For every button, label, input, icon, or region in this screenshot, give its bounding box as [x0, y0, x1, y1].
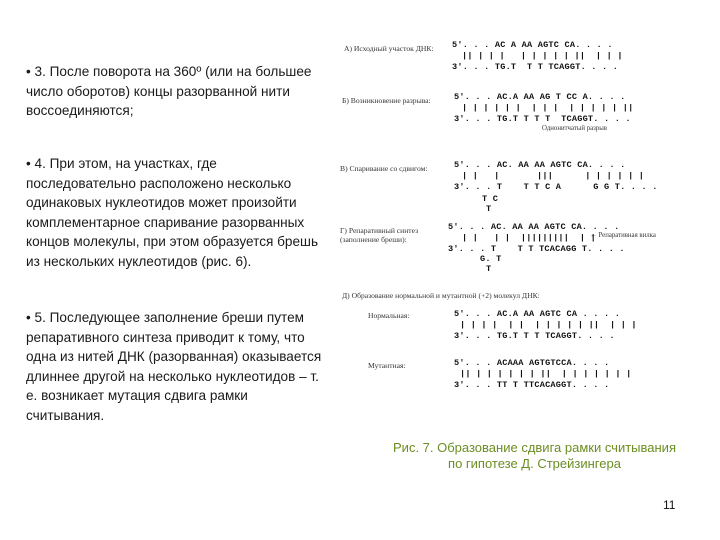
dna-frameshift-figure — [338, 0, 720, 440]
step-a-bottom-strand: 3'. . . TG.T T T TCAGGT. . . . — [452, 62, 619, 72]
page-number: 11 — [663, 498, 676, 512]
mutant-bottom-strand: 3'. . . TT T TTCACAGGT. . . . — [454, 380, 610, 390]
step-c-label: В) Спаривание со сдвигом: — [340, 164, 428, 173]
step-e-label: Д) Образование нормальной и мутантной (+2) молекул ДНК: — [342, 291, 540, 300]
step-b-bottom-strand: 3'. . . TG.T T T T TCAGGT. . . . — [454, 114, 631, 124]
step-c-loop-2: T — [486, 204, 492, 214]
step-c-bottom-strand: 3'. . . T T T C A G G T. . . . — [454, 182, 658, 192]
step-c-bonds: | | | ||| | | | | | | — [462, 171, 645, 181]
normal-top-strand: 5'. . . AC.A AA AGTC CA . . . . — [454, 309, 621, 319]
normal-molecule-label: Нормальная: — [368, 311, 410, 320]
step-d-label: Г) Репаративный синтез (заполнение бреши): — [340, 226, 419, 244]
single-strand-break-note: Однонитчатый разрыв — [542, 125, 607, 132]
step-a-bonds: || | | | | | | | | || | | | — [462, 51, 623, 61]
step-c-loop-1: T C — [482, 194, 499, 204]
mutant-bonds: || | | | | | | || | | | | | | | — [460, 369, 632, 379]
step-d-bottom-strand: 3'. . . T T T TCACAGG T. . . . — [448, 244, 625, 254]
repair-fork-note: ← Репаративная вилка — [590, 232, 656, 239]
step-b-bonds: | | | | | | | | | | | | | | || — [462, 103, 634, 113]
step-d-top-strand: 5'. . . AC. AA AA AGTC CA. . . . — [448, 222, 620, 232]
step-a-top-strand: 5'. . . AC A AA AGTC CA. . . . — [452, 40, 613, 50]
step-a-label: А) Исходный участок ДНК: — [344, 44, 434, 53]
step-c-top-strand: 5'. . . AC. AA AA AGTC CA. . . . — [454, 160, 626, 170]
mutant-top-strand: 5'. . . ACAAA AGTGTCCA. . . . — [454, 358, 610, 368]
normal-bonds: | | | | | | | | | | | || | | | — [460, 320, 637, 330]
bullet-item-4: • 4. При этом, на участках, где последовательно расположено несколько одинаковых нуклеотидов может произойти комплементарное спаривание разорванных концов молекулы, при этом образуется брешь из нескольких нуклеотидов (рис. 6). — [26, 156, 319, 269]
step-d-loop-1: G. T — [480, 254, 502, 264]
step-d-bonds: | | | | ||||||||| | | — [462, 233, 596, 243]
normal-bottom-strand: 3'. . . TG.T T T TCAGGT. . . . — [454, 331, 615, 341]
bullet-item-3: • 3. После поворота на 360º (или на большее число оборотов) концы разорванной нити воссоединяются; — [26, 64, 312, 118]
step-b-label: Б) Возникновение разрыва: — [342, 96, 431, 105]
step-d-loop-2: T — [486, 264, 492, 274]
step-b-top-strand: 5'. . . AC.A AA AG T CC A. . . . — [454, 92, 626, 102]
mutant-molecule-label: Мутантная: — [368, 361, 406, 370]
figure-caption: Рис. 7. Образование сдвига рамки считывания по гипотезе Д. Стрейзингера — [393, 440, 676, 471]
bullet-item-5: • 5. Последующее заполнение бреши путем репаративного синтеза приводит к тому, что одна из нитей ДНК (разорванная) оказывается длиннее другой на несколько нуклеотидов – т. е. возникает мутация сдвига рамки считывания. — [26, 310, 322, 423]
